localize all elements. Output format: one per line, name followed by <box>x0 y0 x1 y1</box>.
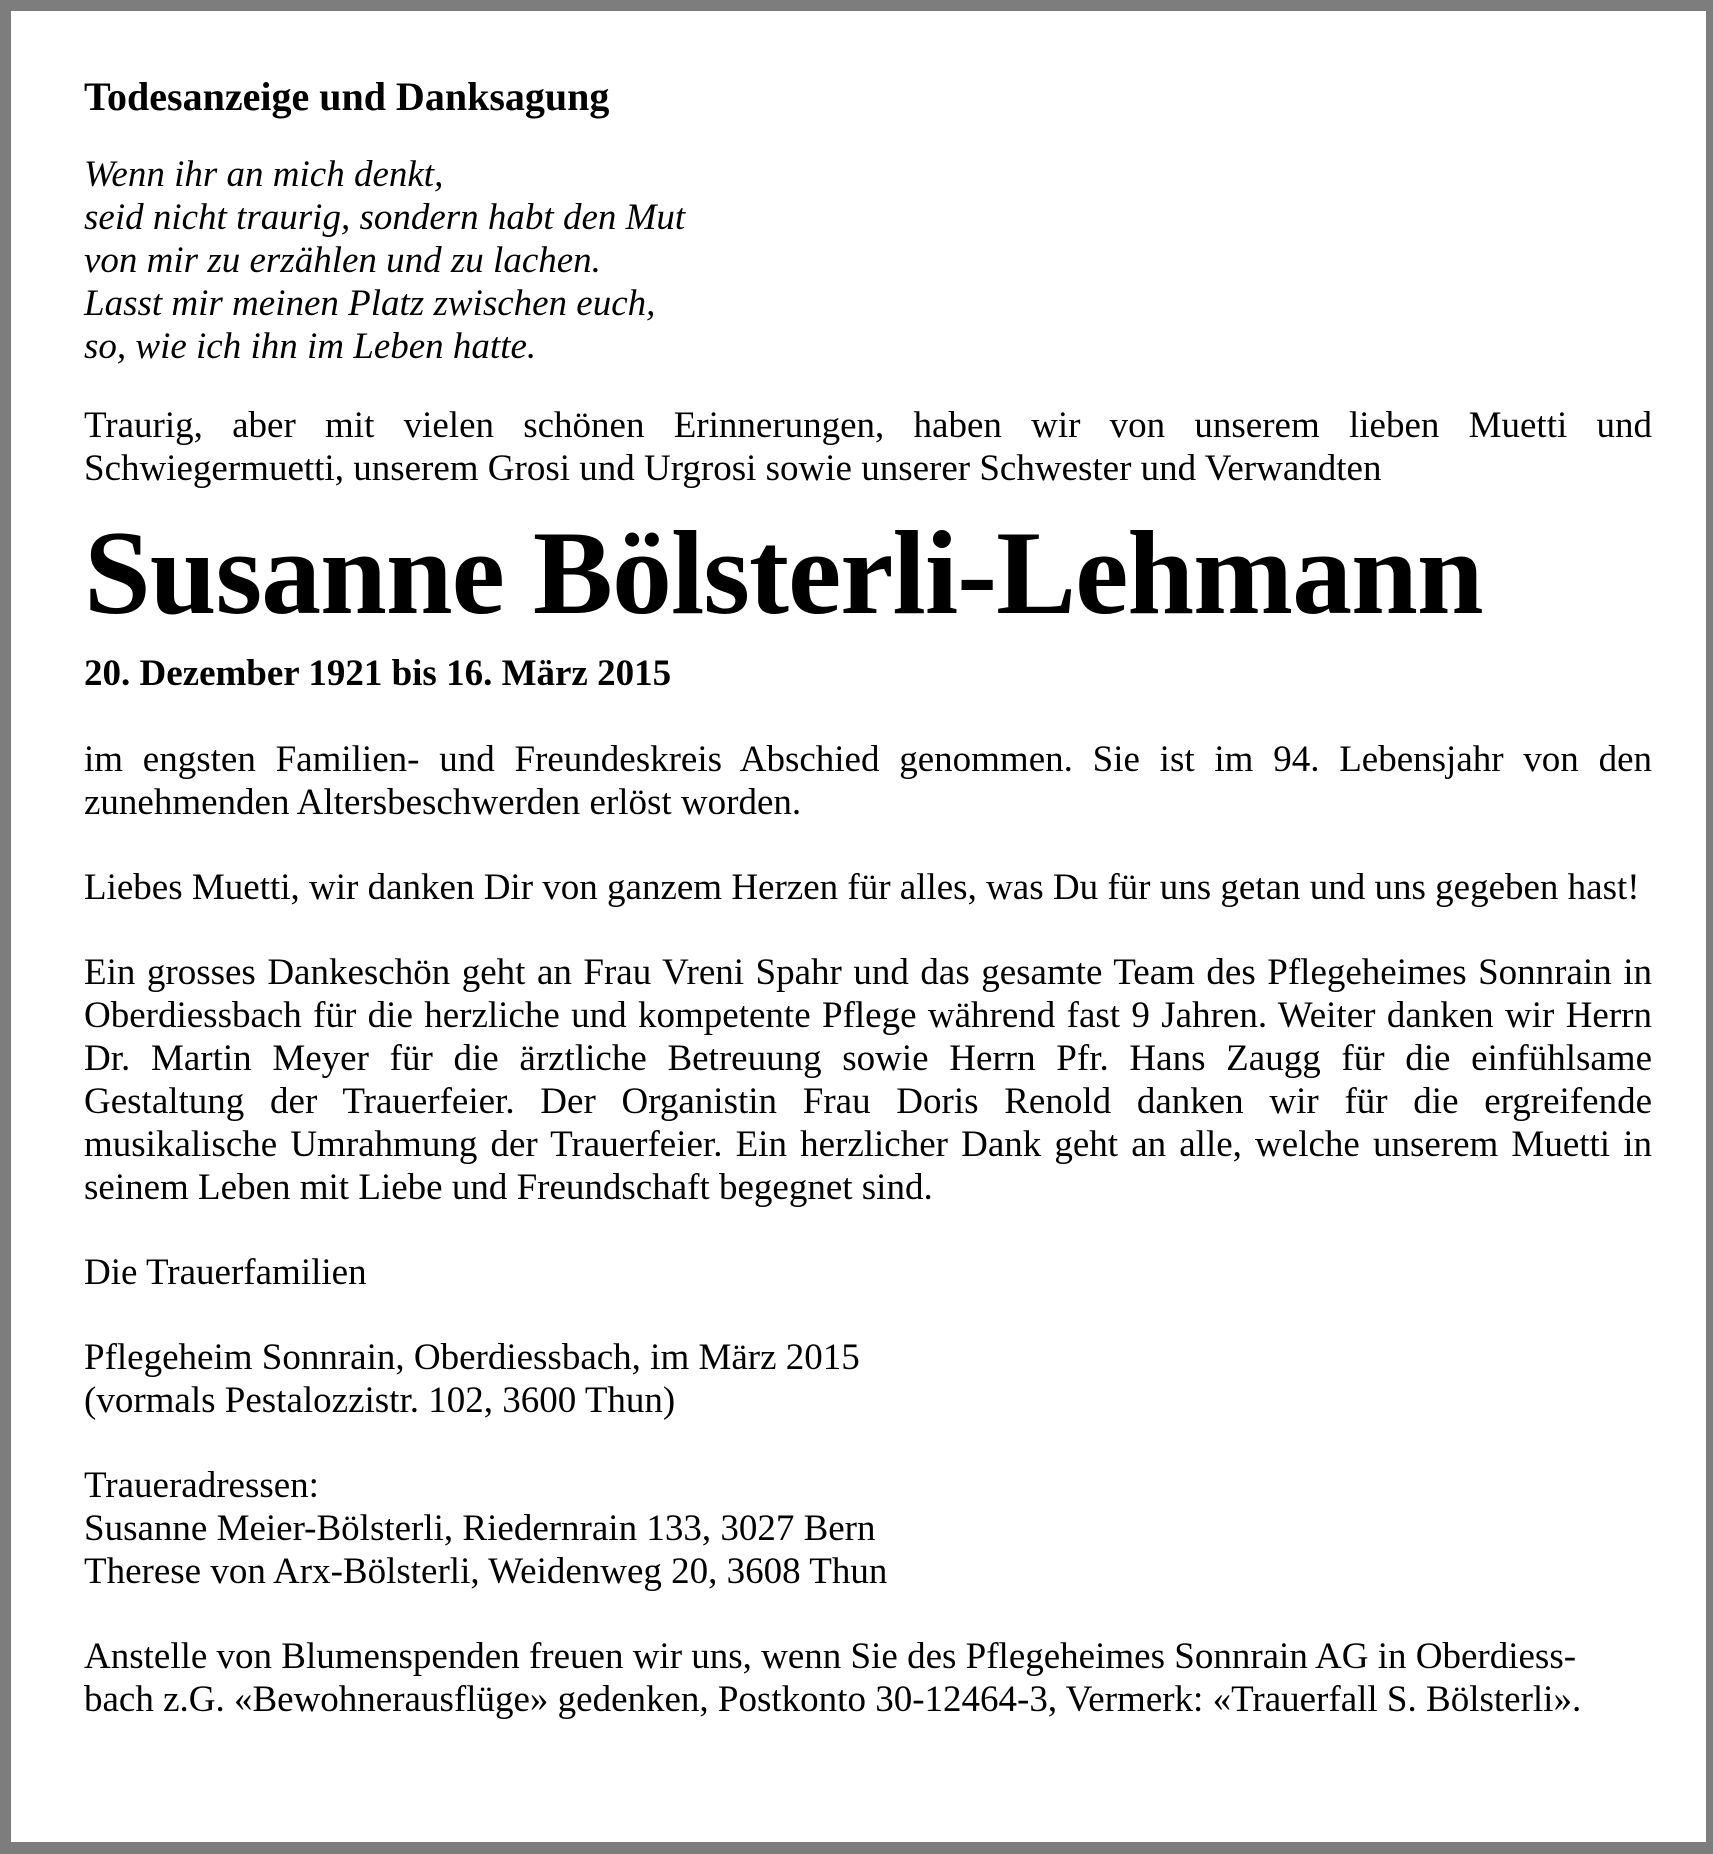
place-date-block <box>84 1336 1652 1422</box>
notice-heading: Todesanzeige und Danksagung <box>84 74 610 119</box>
addresses-label: Traueradressen: <box>84 1465 319 1506</box>
signature: Die Trauerfamilien <box>84 1252 367 1293</box>
donation-block <box>84 1635 1652 1721</box>
donation-line: Anstelle von Blumenspenden freuen wir uns, wenn Sie des Pflegeheimes Sonnrain AG in Oberdiess- <box>84 1636 1577 1677</box>
poem-line: von mir zu erzählen und zu lachen. <box>84 240 601 281</box>
addresses-block <box>84 1464 1652 1593</box>
address-item: Susanne Meier-Bölsterli, Riedernrain 133, 3027 Bern <box>84 1508 876 1549</box>
former-address: (vormals Pestalozzistr. 102, 3600 Thun) <box>84 1380 676 1421</box>
address-item: Therese von Arx-Bölsterli, Weidenweg 20, 3608 Thun <box>84 1551 888 1592</box>
poem-line: Lasst mir meinen Platz zwischen euch, <box>84 283 656 324</box>
life-dates: 20. Dezember 1921 bis 16. März 2015 <box>84 653 672 694</box>
farewell-paragraph: im engsten Familien- und Freundeskreis Abschied genommen. Sie ist im 94. Lebensjahr von den zunehmenden Altersbeschwerden erlöst worden. <box>84 739 1652 823</box>
poem-line: seid nicht traurig, sondern habt den Mut <box>84 197 686 238</box>
poem-line: Wenn ihr an mich denkt, <box>84 154 444 195</box>
thanks-mother-paragraph: Liebes Muetti, wir danken Dir von ganzem Herzen für alles, was Du für uns getan und uns gegeben hast! <box>84 867 1640 908</box>
poem <box>84 153 1652 368</box>
thanks-others-paragraph: Ein grosses Dankeschön geht an Frau Vreni Spahr und das gesamte Team des Pflegeheimes Sonnrain in Oberdiessbach für die herzliche und kompetente Pflege während fast 9 Jahren. Weiter danken wir Herrn Dr. Martin Meyer für die ärztliche Betreuung sowie Herrn Pfr. Hans Zaugg für die einfühlsame Gestaltung der Trauerfeier. Der Organistin Frau Doris Renold danken wir für die ergreifende musikalische Umrahmung der Trauerfeier. Ein herzlicher Dank geht an alle, welche unserem Muetti in seinem Leben mit Liebe und Freundschaft begegnet sind. <box>84 952 1652 1208</box>
notice-content <box>84 71 1652 1721</box>
intro-paragraph: Traurig, aber mit vielen schönen Erinnerungen, haben wir von unserem lieben Muetti und Schwiegermuetti, unserem Grosi und Urgrosi sowie unserer Schwester und Verwandten <box>84 405 1652 489</box>
deceased-name: Susanne Bölsterli-Lehmann <box>84 506 1483 639</box>
place-date: Pflegeheim Sonnrain, Oberdiessbach, im März 2015 <box>84 1337 860 1378</box>
donation-line: bach z.G. «Bewohnerausflüge» gedenken, Postkonto 30-12464-3, Vermerk: «Trauerfall S. Bölsterli». <box>84 1679 1582 1720</box>
poem-line: so, wie ich ihn im Leben hatte. <box>84 326 537 367</box>
